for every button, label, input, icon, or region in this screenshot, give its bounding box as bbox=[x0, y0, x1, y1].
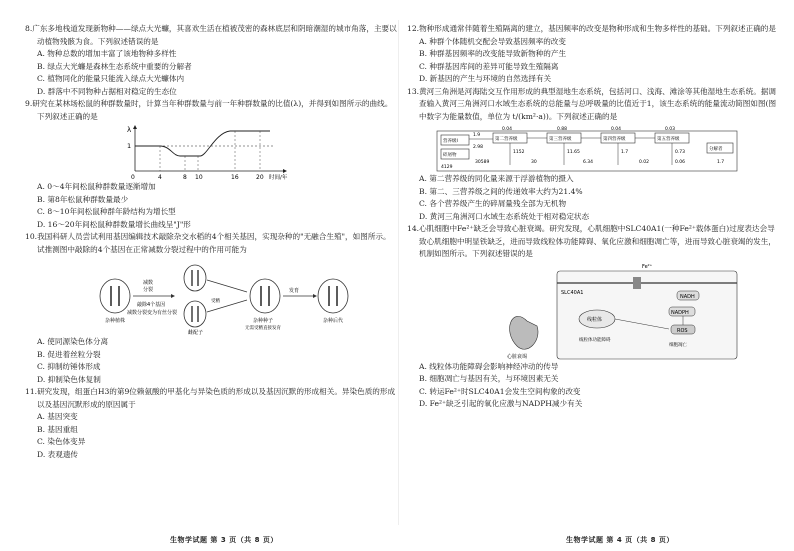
value-label: 0.06 bbox=[675, 160, 686, 165]
question-10-option-b: B. 促进着丝粒分裂 bbox=[37, 349, 101, 359]
value-label: 0.04 bbox=[502, 127, 513, 132]
value-label: 2.98 bbox=[473, 145, 484, 150]
question-13-option-b: B. 第二、三营养级之间的传递效率大约为21.4% bbox=[419, 186, 583, 196]
question-8-option-c: C. 植物同化的能量只能流入绿点大光蠊体内 bbox=[37, 74, 185, 83]
question-13 bbox=[407, 86, 779, 224]
chart-ylabel: λ bbox=[127, 126, 132, 134]
chart-x-tick: 8 bbox=[183, 174, 187, 181]
question-11-option-d: D. 表观遗传 bbox=[37, 449, 79, 459]
column-divider bbox=[398, 20, 399, 525]
value-label: 4129 bbox=[441, 165, 453, 170]
box-trophic-5: 第五营养级 bbox=[657, 137, 680, 142]
energy-flow-diagram bbox=[407, 123, 779, 173]
label-mito-dysfunction: 线粒体功能障碍 bbox=[579, 337, 611, 343]
label-meiosis-2: 分裂 bbox=[143, 287, 154, 293]
question-12-option-a: A. 种群个体随机交配会导致基因频率的改变 bbox=[419, 36, 566, 46]
box-trophic-4: 第四营养级 bbox=[603, 137, 626, 142]
label-apoptosis: 细胞凋亡 bbox=[669, 342, 687, 348]
left-column bbox=[25, 23, 397, 461]
label-nadph: NADPH bbox=[671, 309, 689, 316]
heart-icon bbox=[510, 316, 538, 349]
label-nadh: NADH bbox=[680, 293, 695, 300]
chart-x-tick: 0 bbox=[131, 174, 135, 181]
value-label: 0.88 bbox=[557, 127, 568, 132]
question-14-stem: 14.心肌细胞中Fe²⁺缺乏会导致心脏衰竭。研究发现，心肌细胞中SLC40A1(一种Fe²⁺载体蛋白)过度表达会导致心肌细胞中明显铁缺乏，进而导致线粒体功能障碍、氧化应激和细胞凋亡等，进而导致心脏衰竭的发生，机制如图所示。下列叙述错误的是 bbox=[407, 224, 776, 258]
question-8-option-b: B. 绿点大光蠊是森林生态系统中重要的分解者 bbox=[37, 61, 192, 71]
question-14-option-d: D. Fe²⁺缺乏引起的氧化应激与NADPH减少有关 bbox=[419, 399, 583, 408]
cell-offspring bbox=[318, 279, 348, 313]
question-8-option-a: A. 物种总数的增加丰富了该地物种多样性 bbox=[37, 49, 177, 58]
value-label: 1.9 bbox=[473, 133, 481, 138]
question-12-option-b: B. 种群基因频率的改变能导致新物种的产生 bbox=[419, 49, 567, 58]
label-fe2: Fe²⁺ bbox=[642, 263, 653, 270]
label-ros: ROS bbox=[677, 327, 688, 334]
value-label: 0.03 bbox=[665, 127, 676, 132]
label-mitosis: 减数分裂变为有丝分裂 bbox=[127, 310, 178, 316]
question-11 bbox=[25, 386, 397, 461]
label-heart-failure: 心脏衰竭 bbox=[507, 353, 528, 360]
question-13-option-d: D. 黄河三角洲河口水域生态系统处于相对稳定状态 bbox=[419, 211, 590, 221]
label-hybrid-plant: 杂种植株 bbox=[105, 318, 126, 324]
value-label: 0.02 bbox=[639, 160, 650, 165]
iron-mechanism-diagram bbox=[407, 261, 779, 361]
lambda-chart bbox=[25, 123, 397, 181]
question-11-stem: 11.研究发现，组蛋白H3的第9位赖氨酸的甲基化与异染色质的形成以及基因沉默的形成相关。异染色质的形成以及基因沉默形成的原因属于 bbox=[25, 387, 396, 409]
question-11-option-b: B. 基因重组 bbox=[37, 424, 78, 434]
label-fertilization: 受精 bbox=[211, 299, 220, 304]
label-hybrid-seed: 杂种种子 bbox=[253, 318, 274, 324]
value-label: 30 bbox=[531, 160, 537, 165]
question-8-stem: 8.广东多地栈道发现新物种——绿点大光蠊，其喜欢生活在植被茂密的森林底层和阴暗潮湿的城市角落，主要以动植物残骸为食。下列叙述错误的是 bbox=[25, 24, 397, 46]
question-14-option-b: B. 细胞凋亡与基因有关，与环境因素无关 bbox=[419, 374, 559, 383]
value-label: 6.34 bbox=[583, 160, 594, 165]
chart-y-tick: 1 bbox=[127, 142, 132, 150]
box-trophic-3: 第三营养级 bbox=[549, 137, 572, 142]
question-11-option-c: C. 染色体变异 bbox=[37, 437, 86, 446]
question-8 bbox=[25, 23, 397, 98]
question-9-stem: 9.研究在某林场松鼠的种群数量时，计算当年种群数量与前一年种群数量的比值(λ)，并得到如图所示的曲线。下列叙述正确的是 bbox=[25, 99, 393, 121]
question-9-option-a: A. 0～4年间松鼠种群数量逐渐增加 bbox=[37, 182, 156, 191]
page-footer-right: 生物学试题 第 4 页（共 8 页） bbox=[566, 536, 674, 544]
label-develop: 发育 bbox=[289, 288, 300, 294]
chart-x-tick: 10 bbox=[195, 174, 203, 181]
question-10-stem: 10.我国科研人员尝试利用基因编辑技术敲除杂交水稻的4个相关基因，实现杂种的"无融合生殖"，如图所示。试推测图中敲除的4个基因在正常减数分裂过程中的作用可能为 bbox=[25, 232, 391, 254]
question-12 bbox=[407, 23, 779, 86]
cell-male-gamete bbox=[184, 301, 206, 327]
chart-x-tick: 4 bbox=[158, 174, 162, 181]
chart-xlabel: 时间/年 bbox=[269, 175, 288, 181]
cell-hybrid-plant bbox=[100, 279, 130, 313]
question-13-option-c: C. 各个营养级产生的碎屑量残全部为无机物 bbox=[419, 199, 567, 208]
question-14-option-a: A. 线粒体功能障碍会影响神经冲动的传导 bbox=[419, 361, 559, 371]
question-10-option-d: D. 抑制染色体复制 bbox=[37, 374, 101, 384]
label-hybrid-offspring: 杂种后代 bbox=[323, 318, 344, 324]
question-8-option-d: D. 群落中不同物种占据相对稳定的生态位 bbox=[37, 86, 177, 96]
box-decomposer: 分解者 bbox=[709, 147, 723, 152]
label-meiosis-1: 减数 bbox=[143, 280, 154, 286]
chart-x-tick: 16 bbox=[231, 174, 239, 181]
cell-hybrid-offspring bbox=[250, 279, 280, 313]
box-trophic-1: 营养级Ⅰ bbox=[443, 139, 458, 144]
question-11-option-a: A. 基因突变 bbox=[37, 412, 78, 421]
question-10 bbox=[25, 231, 397, 386]
question-12-option-d: D. 新基因的产生与环境的自然选择有关 bbox=[419, 74, 552, 83]
cell-female-gamete bbox=[184, 265, 206, 291]
question-10-option-a: A. 使同源染色体分离 bbox=[37, 337, 109, 346]
apomixis-diagram bbox=[25, 256, 397, 336]
question-13-stem: 13.黄河三角洲是河海陆交互作用形成的典型湿地生态系统，包括河口、浅海、滩涂等其他湿地生态系统。据调查输入黄河三角洲河口水域生态系统的总能量与总呼吸量的比值近于1，该生态系统的能量流动简图如图(图中数字为能量数值，单位为 t/(km²·a))。下列叙述正确的是 bbox=[407, 86, 777, 121]
value-label: 11.65 bbox=[567, 150, 580, 155]
value-label: 0.73 bbox=[675, 150, 686, 155]
box-trophic-2: 第二营养级 bbox=[495, 137, 518, 142]
question-13-option-a: A. 第二营养级的同化量来源于浮游植物的摄入 bbox=[419, 174, 574, 183]
question-12-stem: 12.物种形成通常伴随着生殖隔离的建立，基因频率的改变是物种形成和生物多样性的基础。下列叙述正确的是 bbox=[407, 24, 776, 33]
right-column bbox=[407, 23, 779, 411]
question-9 bbox=[25, 98, 397, 231]
label-mitochondria: 线粒体 bbox=[587, 316, 603, 323]
label-knockout: 敲除4个基因 bbox=[137, 302, 166, 308]
question-9-option-d: D. 16～20年间松鼠种群数量增长曲线呈"J"形 bbox=[37, 219, 191, 229]
value-label: 30589 bbox=[475, 160, 490, 165]
question-14-option-c: C. 转运Fe²⁺时SLC40A1会发生空间构象的改变 bbox=[419, 386, 581, 396]
question-10-option-c: C. 抑制纺锤体形成 bbox=[37, 362, 101, 371]
label-female-gamete: 雌配子 bbox=[188, 330, 204, 336]
question-12-option-c: C. 种群基因库间的差异可能导致生殖隔离 bbox=[419, 61, 559, 71]
value-label: 1.7 bbox=[717, 160, 725, 165]
label-no-fertilization: 无需受精直接发育 bbox=[245, 326, 281, 331]
question-14 bbox=[407, 223, 779, 411]
question-9-option-b: B. 第8年松鼠种群数量最少 bbox=[37, 194, 129, 204]
box-detritus: 碎屑物 bbox=[443, 153, 457, 158]
value-label: 1152 bbox=[513, 150, 525, 155]
question-9-option-c: C. 8～10年间松鼠种群年龄结构为增长型 bbox=[37, 207, 176, 216]
value-label: 0.04 bbox=[611, 127, 622, 132]
label-slc40a1: SLC40A1 bbox=[561, 289, 584, 296]
page-footer-left: 生物学试题 第 3 页（共 8 页） bbox=[170, 536, 278, 544]
value-label: 1.7 bbox=[621, 150, 629, 155]
chart-x-tick: 20 bbox=[256, 174, 264, 181]
